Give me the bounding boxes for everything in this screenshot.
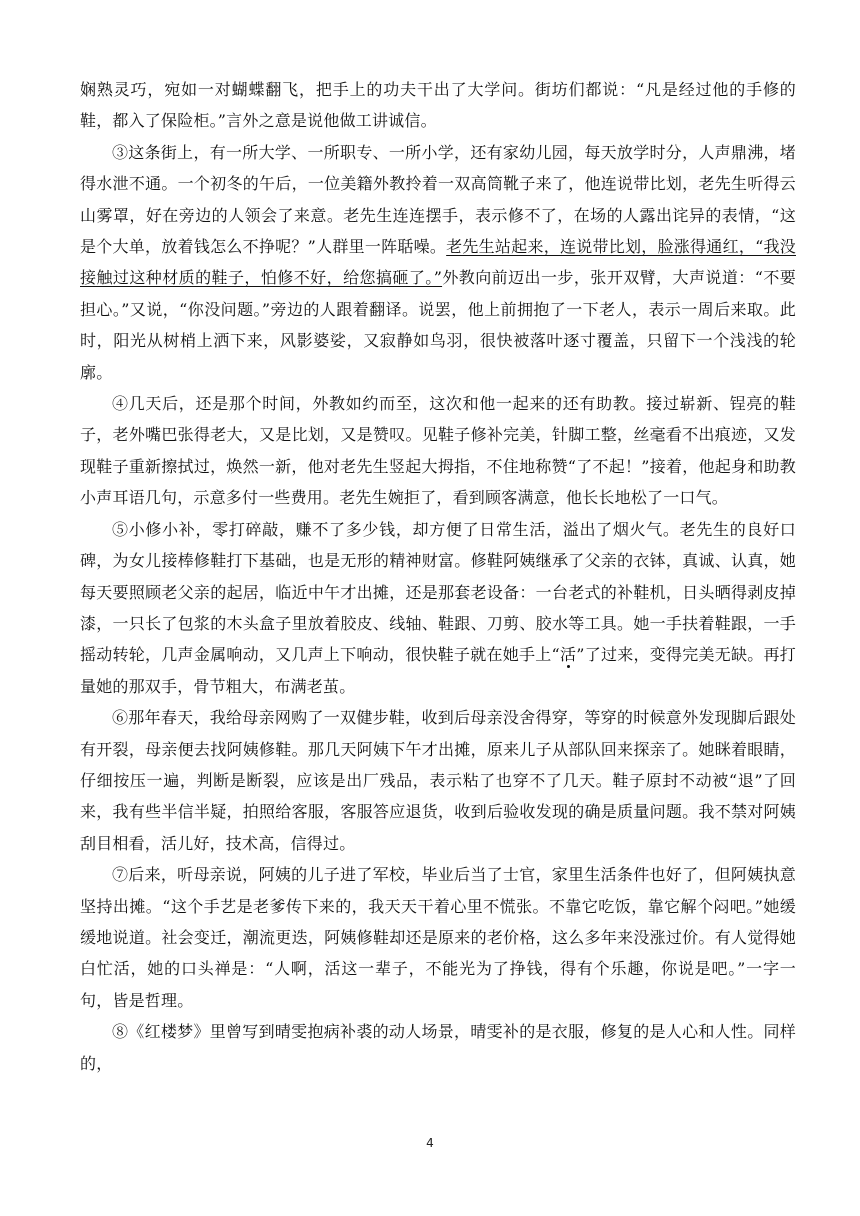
paragraph — [80, 702, 796, 859]
paragraph-text: ”了过来，变得完美无缺。再打量她的那双手，骨节粗大，布满老茧。 — [80, 645, 797, 696]
paragraph-text: ⑥那年春天，我给母亲网购了一双健步鞋，收到后母亲没舍得穿，等穿的时候意外发现脚后跟处有开裂，母亲便去找阿姨修鞋。那几天阿姨下午才出摊，原来儿子从部队回来探亲了。她眯着眼睛，仔细按压一遍，判断是断裂，应该是出厂残品，表示粘了也穿不了几天。鞋子原封不动被“退”了回来，我有些半信半疑，拍照给客服，客服答应退货，收到后验收发现的确是质量问题。我不禁对阿姨刮目相看，活儿好，技术高，信得过。 — [80, 708, 796, 853]
paragraph-text: ④几天后，还是那个时间，外教如约而至，这次和他一起来的还有助教。接过崭新、锃亮的鞋子，老外嘴巴张得老大，又是比划，又是赞叹。见鞋子修补完美，针脚工整，丝毫看不出痕迹，又发现鞋子重新擦拭过，焕然一新，他对老先生竖起大拇指，不住地称赞“了不起！”接着，他起身和助教小声耳语几句，示意多付一些费用。老先生婉拒了，看到顾客满意，他长长地松了一口气。 — [80, 394, 796, 508]
paragraph-text: ⑧《红楼梦》里曾写到晴雯抱病补裘的动人场景，晴雯补的是衣服，修复的是人心和人性。同样的， — [80, 1022, 796, 1073]
paragraph — [80, 514, 796, 702]
paragraph-text: ⑦后来，听母亲说，阿姨的儿子进了军校，毕业后当了士官，家里生活条件也好了，但阿姨执意坚持出摊。“这个手艺是老爹传下来的，我天天干着心里不慌张。不靠它吃饭，靠它解个闷吧。”她缓缓地说道。社会变迁，潮流更迭，阿姨修鞋却还是原来的老价格，这么多年来没涨过价。有人觉得她白忙活，她的口头禅是：“人啊，活这一辈子，不能光为了挣钱，得有个乐趣，你说是吧。”一字一句，皆是哲理。 — [80, 865, 796, 1010]
paragraph-text: 娴熟灵巧，宛如一对蝴蝶翻飞，把手上的功夫干出了大学问。街坊们都说：“凡是经过他的手修的鞋，都入了保险柜。”言外之意是说他做工讲诚信。 — [80, 80, 796, 131]
paragraph — [80, 74, 796, 137]
document-body — [80, 74, 796, 1079]
paragraph-text: ③这条街上，有一所大学、一所职专、一所小学，还有家幼儿园，每天放学时分，人声鼎沸，堵得水泄不通。一个初冬的午后，一位美籍外教拎着一双高筒靴子来了，他连说带比划，老先生听得云山雾罩，好在旁边的人领会了来意。老先生连连摆手，表示修不了，在场的人露出诧异的表情，“这是个大单，放着钱怎么不挣呢？”人群里一阵聒噪。 — [80, 142, 796, 257]
paragraph — [80, 388, 796, 514]
underlined-sentence: 老先生站起来，连说带比划，脸涨得通红，“我没接触过这种材质的鞋子，怕修不好，给您搞砸了。” — [80, 237, 796, 288]
paragraph — [80, 859, 796, 1016]
page-number: 4 — [426, 1136, 434, 1150]
paragraph — [80, 1016, 796, 1079]
paragraph-text: ⑤小修小补，零打碎敲，赚不了多少钱，却方便了日常生活，溢出了烟火气。老先生的良好口碑，为女儿接棒修鞋打下基础，也是无形的精神财富。修鞋阿姨继承了父亲的衣钵，真诚、认真，她每天要照顾老父亲的起居，临近中午才出摊，还是那套老设备：一台老式的补鞋机，日头晒得剥皮掉漆，一只长了包浆的木头盒子里放着胶皮、线轴、鞋跟、刀剪、胶水等工具。她一手扶着鞋跟，一手摇动转轮，几声金属响动，又几声上下响动，很快鞋子就在她手上“ — [80, 519, 796, 665]
paragraph — [80, 137, 796, 388]
paragraph-text: 外教向前迈出一步，张开双臂，大声说道：“不要担心。”又说，“你没问题。”旁边的人跟着翻译。说罢，他上前拥抱了一下老人，表示一周后来取。此时，阳光从树梢上洒下来，风影婆娑，又寂静如鸟羽，很快被落叶逐寸覆盖，只留下一个浅浅的轮廓。 — [80, 268, 796, 382]
emphasis-dot-character: 活 — [559, 645, 577, 665]
